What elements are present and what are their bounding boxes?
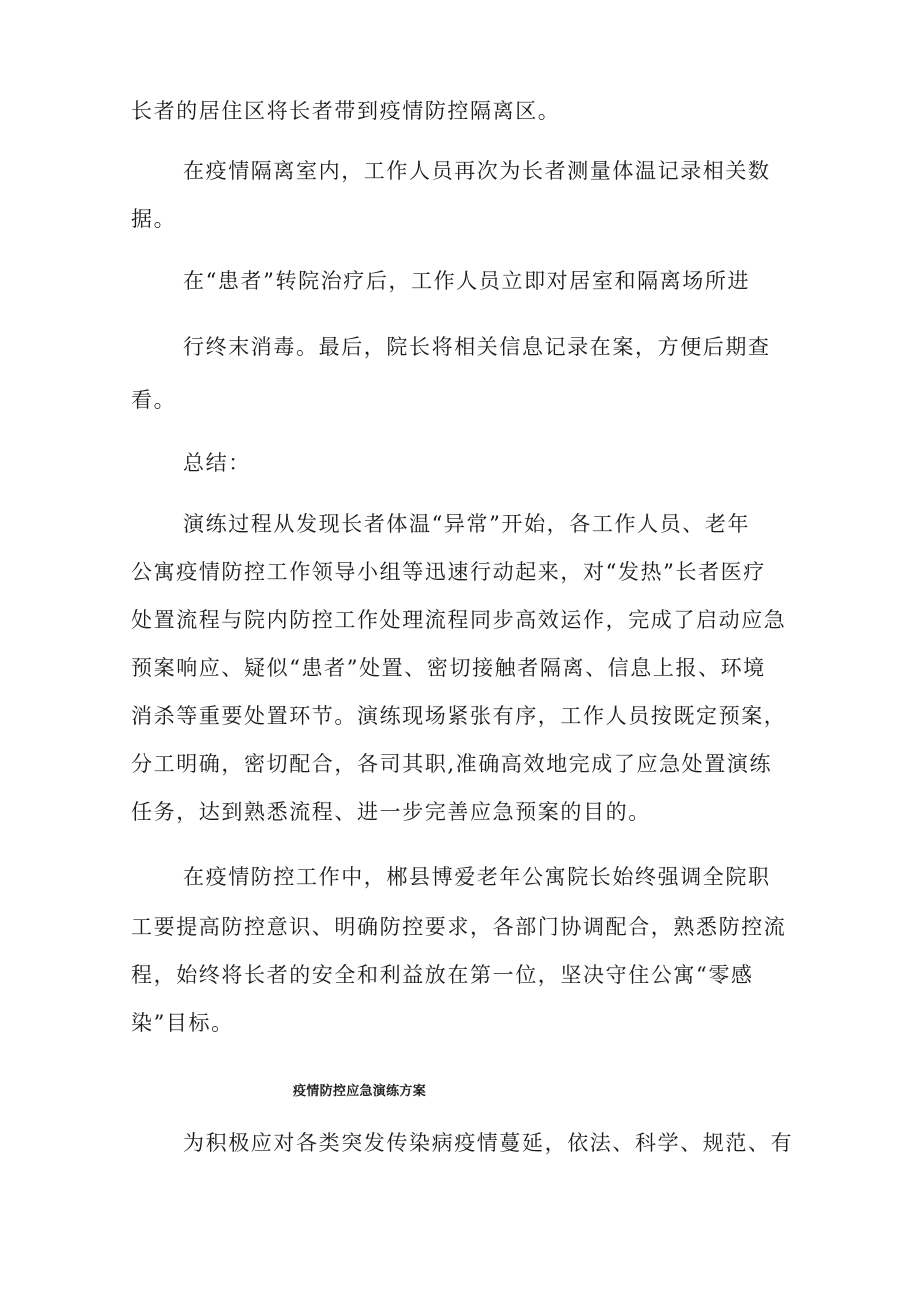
paragraph-line: 染”目标。 [131, 1011, 234, 1035]
paragraph-line: 据。 [131, 207, 177, 231]
paragraph-line: 任务，达到熟悉流程、进一步完善应急预案的目的。 [131, 800, 651, 824]
paragraph-line: 在“患者”转院治疗后，工作人员立即对居室和隔离场所进 [183, 269, 751, 293]
paragraph-line: 工要提高防控意识、明确防控要求，各部门协调配合，熟悉防控流 [131, 915, 787, 939]
paragraph-line: 公寓疫情防控工作领导小组等迅速行动起来，对“发热”长者医疗 [131, 560, 766, 584]
section-label-summary: 总结： [183, 451, 251, 475]
paragraph-line: 在疫情隔离室内，工作人员再次为长者测量体温记录相关数 [183, 159, 771, 183]
paragraph-line: 看。 [131, 388, 177, 412]
paragraph-line: 预案响应、疑似“患者”处置、密切接触者隔离、信息上报、环境 [131, 656, 766, 680]
paragraph-line: 程，始终将长者的安全和利益放在第一位，坚决守住公寓“零感 [131, 963, 754, 987]
paragraph-line: 在疫情防控工作中，郴县博爱老年公寓院长始终强调全院职 [183, 865, 771, 889]
paragraph-line: 为积极应对各类突发传染病疫情蔓延，依法、科学、规范、有 [183, 1131, 794, 1155]
paragraph-line: 长者的居住区将长者带到疫情防控隔离区。 [131, 99, 561, 123]
paragraph-line: 处置流程与院内防控工作处理流程同步高效运作，完成了启动应急 [131, 608, 787, 632]
document-title: 疫情防控应急演练方案 [293, 1084, 427, 1099]
paragraph-line: 消杀等重要处置环节。演练现场紧张有序，工作人员按既定预案， [131, 704, 787, 728]
paragraph-line: 演练过程从发现长者体温“异常”开始，各工作人员、老年 [183, 512, 751, 536]
paragraph-line: 行终末消毒。最后，院长将相关信息记录在案，方便后期查 [183, 335, 771, 359]
paragraph-line: 分工明确，密切配合，各司其职,准确高效地完成了应急处置演练 [131, 752, 773, 776]
